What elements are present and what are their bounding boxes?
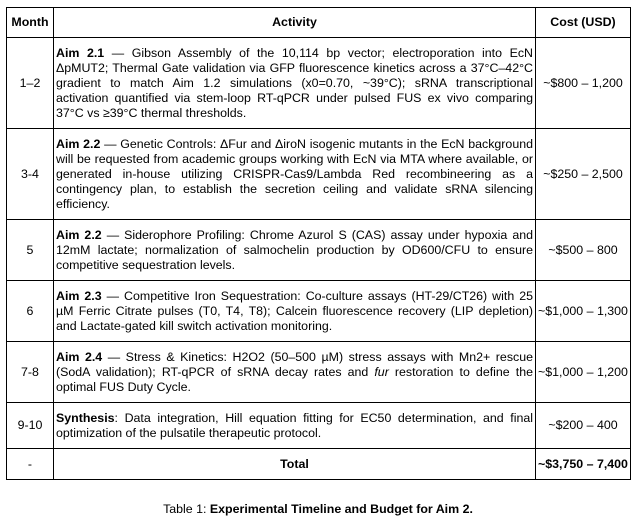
month-cell: 6 xyxy=(7,281,54,342)
cost-cell: ~$250 – 2,500 xyxy=(536,129,631,220)
activity-cell xyxy=(54,403,536,449)
header-activity: Activity xyxy=(54,8,536,38)
table-header-row xyxy=(7,8,631,38)
aim-label: Aim 2.2 xyxy=(56,136,101,151)
cost-cell: ~$1,000 – 1,200 xyxy=(536,342,631,403)
total-month-cell: - xyxy=(7,449,54,480)
total-cost: ~$3,750 – 7,400 xyxy=(536,449,631,480)
table-row xyxy=(7,281,631,342)
gene-name-italic: fur xyxy=(374,364,389,379)
table-caption xyxy=(0,502,636,517)
aim-label: Aim 2.4 xyxy=(56,349,103,364)
activity-text: — Gibson Assembly of the 10,114 bp vector; electroporation into EcN ΔpMUT2; Thermal Gate validation via GFP fluorescence kinetics across a 37°C–42°C gradient to match Aim 1.2 simulations (x0=0.70, ~39°C); sRNA transcriptional activation quantified via stem-loop RT-qPCR under pulsed FUS ex vivo comparing 37°C vs ≥39°C thermal thresholds. xyxy=(56,45,533,120)
cost-cell: ~$200 – 400 xyxy=(536,403,631,449)
month-cell: 1–2 xyxy=(7,38,54,129)
table-row xyxy=(7,342,631,403)
header-cost: Cost (USD) xyxy=(536,8,631,38)
aim-label: Aim 2.1 xyxy=(56,45,105,60)
month-cell: 3-4 xyxy=(7,129,54,220)
activity-text: — Siderophore Profiling: Chrome Azurol S (CAS) assay under hypoxia and 12mM lactate; normalization of salmochelin production by OD600/CFU to ensure competitive sequestration levels. xyxy=(56,227,534,272)
activity-cell xyxy=(54,281,536,342)
activity-text: — Genetic Controls: ΔFur and ΔiroN isogenic mutants in the EcN background will be requested from academic groups working with EcN via MTA where available, or generated in-house utilizing CRISPR-Cas9/Lambda Red recombineering as a contingency plan, to establish the secretion ceiling and validate sRNA silencing efficiency. xyxy=(56,136,533,211)
caption-prefix: Table 1: xyxy=(163,502,210,516)
table-row xyxy=(7,220,631,281)
aim-label: Aim 2.3 xyxy=(56,288,102,303)
aim-label: Aim 2.2 xyxy=(56,227,102,242)
activity-text: — Competitive Iron Sequestration: Co-culture assays (HT-29/CT26) with 25 µM Ferric Citrate pulses (T0, T4, T8); Calcein fluorescence recovery (LIP depletion) and Lactate-gated kill switch activation monitoring. xyxy=(56,288,533,333)
caption-title: Experimental Timeline and Budget for Aim 2. xyxy=(209,502,473,516)
budget-table xyxy=(6,7,631,480)
table-row xyxy=(7,403,631,449)
cost-cell: ~$800 – 1,200 xyxy=(536,38,631,129)
table-row xyxy=(7,129,631,220)
activity-text: : Data integration, Hill equation fitting for EC50 determination, and final optimization of the pulsatile therapeutic protocol. xyxy=(56,410,533,440)
activity-text-continued: restoration to define the optimal FUS Duty Cycle. xyxy=(56,364,533,394)
activity-text: — Stress & Kinetics: H2O2 (50–500 µM) stress assays with Mn2+ rescue (SodA validation); RT-qPCR of sRNA decay rates and xyxy=(56,349,533,379)
table-row xyxy=(7,38,631,129)
activity-cell xyxy=(54,220,536,281)
activity-cell xyxy=(54,38,536,129)
activity-cell xyxy=(54,129,536,220)
total-row xyxy=(7,449,631,480)
cost-cell: ~$500 – 800 xyxy=(536,220,631,281)
month-cell: 7-8 xyxy=(7,342,54,403)
cost-cell: ~$1,000 – 1,300 xyxy=(536,281,631,342)
month-cell: 9-10 xyxy=(7,403,54,449)
header-month: Month xyxy=(7,8,54,38)
aim-label: Synthesis xyxy=(56,410,115,425)
total-label: Total xyxy=(54,449,536,480)
month-cell: 5 xyxy=(7,220,54,281)
activity-cell xyxy=(54,342,536,403)
